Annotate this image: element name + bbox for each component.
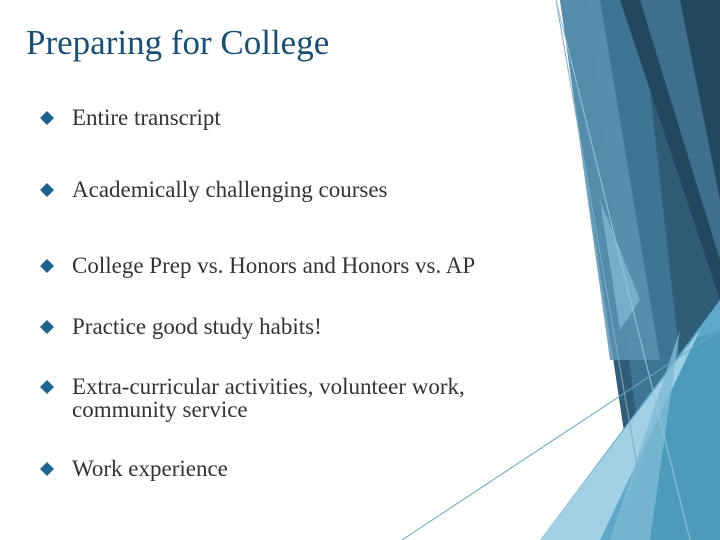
diamond-bullet-icon [40,320,54,334]
bullet-text: Work experience [72,456,228,481]
diamond-bullet-icon [40,462,54,476]
bullet-text: Practice good study habits! [72,314,322,339]
diamond-bullet-icon [40,259,54,273]
diamond-bullet-icon [40,111,54,125]
slide-title: Preparing for College [26,23,330,62]
diamond-bullet-icon [40,183,54,197]
bullet-text: Extra-curricular activities, volunteer work, community service [72,374,465,422]
diamond-bullet-icon [40,380,54,394]
bullet-text: Entire transcript [72,105,221,130]
bullet-text: Academically challenging courses [72,177,388,202]
bullet-text: College Prep vs. Honors and Honors vs. AP [72,253,476,278]
